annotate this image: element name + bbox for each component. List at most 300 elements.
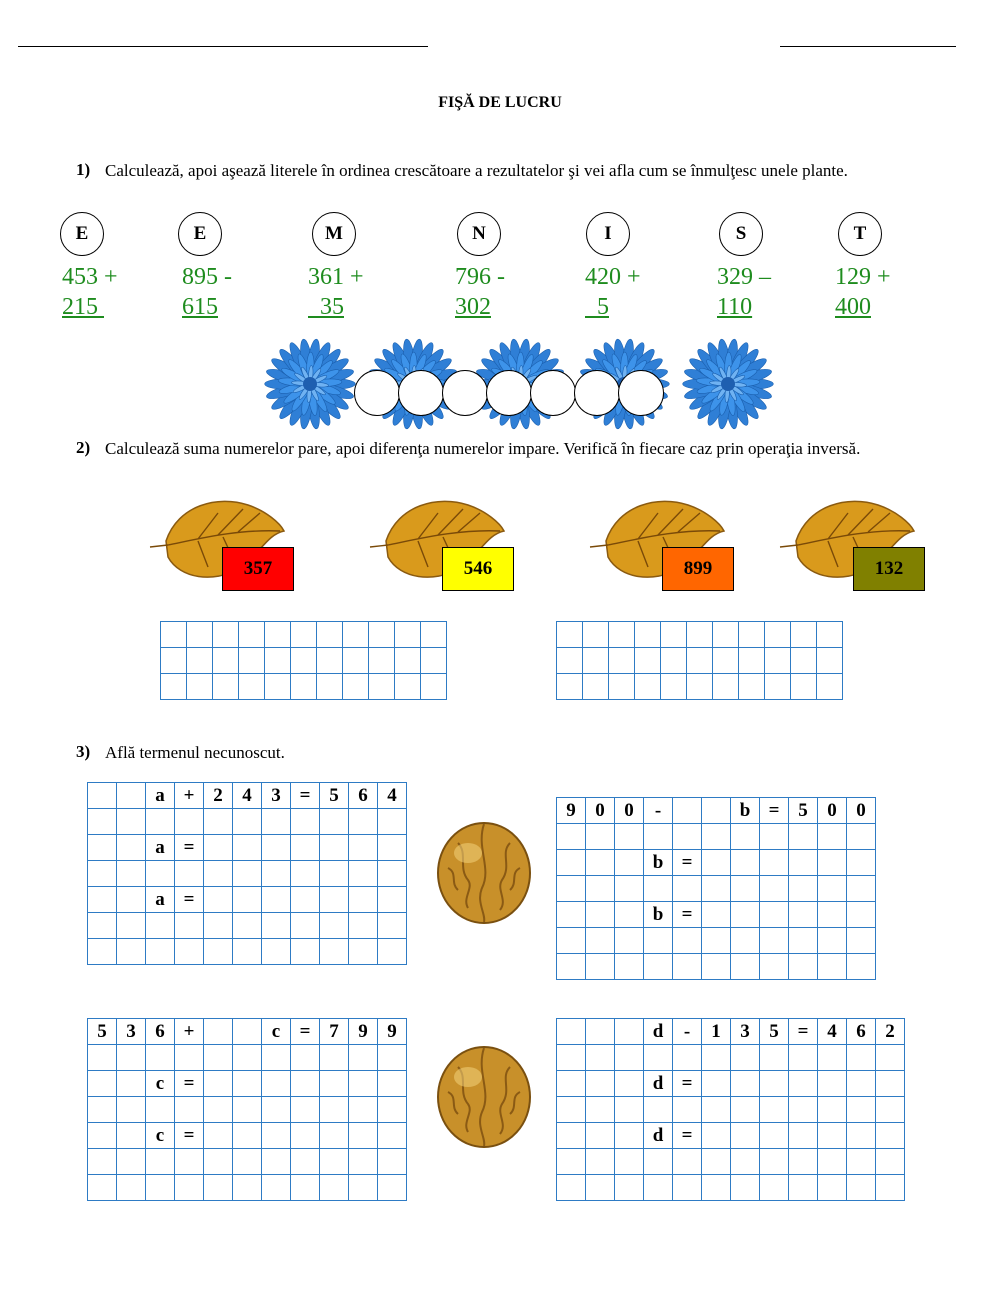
grid-cell[interactable]: [378, 887, 407, 913]
grid-cell[interactable]: [175, 1097, 204, 1123]
grid-cell[interactable]: [378, 1071, 407, 1097]
grid-cell[interactable]: =: [175, 1123, 204, 1149]
grid-cell[interactable]: d: [644, 1123, 673, 1149]
grid-cell[interactable]: [557, 1019, 586, 1045]
grid-cell[interactable]: [378, 1149, 407, 1175]
grid-cell[interactable]: [233, 913, 262, 939]
grid-cell[interactable]: [635, 622, 661, 648]
grid-cell[interactable]: [789, 1123, 818, 1149]
grid-cell[interactable]: [320, 809, 349, 835]
grid-cell[interactable]: [731, 1071, 760, 1097]
equation-c-grid[interactable]: [87, 1018, 407, 1201]
grid-cell[interactable]: [644, 1045, 673, 1071]
grid-cell[interactable]: [262, 861, 291, 887]
grid-cell[interactable]: [673, 798, 702, 824]
grid-cell[interactable]: [291, 887, 320, 913]
grid-cell[interactable]: [818, 850, 847, 876]
grid-cell[interactable]: [644, 954, 673, 980]
grid-cell[interactable]: [817, 622, 843, 648]
grid-cell[interactable]: [146, 809, 175, 835]
grid-cell[interactable]: [320, 887, 349, 913]
grid-cell[interactable]: [847, 1071, 876, 1097]
grid-cell[interactable]: [317, 648, 343, 674]
grid-cell[interactable]: =: [291, 1019, 320, 1045]
grid-cell[interactable]: [765, 622, 791, 648]
grid-cell[interactable]: 5: [88, 1019, 117, 1045]
grid-cell[interactable]: [320, 1123, 349, 1149]
grid-cell[interactable]: [262, 1123, 291, 1149]
grid-cell[interactable]: [187, 622, 213, 648]
grid-cell[interactable]: [395, 622, 421, 648]
grid-cell[interactable]: [609, 674, 635, 700]
grid-cell[interactable]: [760, 1071, 789, 1097]
grid-cell[interactable]: [586, 850, 615, 876]
grid-cell[interactable]: [343, 622, 369, 648]
grid-cell[interactable]: [146, 1045, 175, 1071]
grid-cell[interactable]: =: [291, 783, 320, 809]
grid-cell[interactable]: [818, 876, 847, 902]
grid-cell[interactable]: [233, 1019, 262, 1045]
grid-cell[interactable]: [557, 674, 583, 700]
grid-cell[interactable]: [789, 850, 818, 876]
grid-cell[interactable]: [233, 1123, 262, 1149]
grid-cell[interactable]: [818, 1175, 847, 1201]
grid-cell[interactable]: [615, 876, 644, 902]
grid-cell[interactable]: +: [175, 783, 204, 809]
grid-cell[interactable]: [369, 674, 395, 700]
answer-slot-3[interactable]: [442, 370, 488, 416]
grid-cell[interactable]: [291, 835, 320, 861]
grid-cell[interactable]: [378, 835, 407, 861]
grid-cell[interactable]: [175, 809, 204, 835]
grid-cell[interactable]: [817, 648, 843, 674]
grid-cell[interactable]: [88, 1175, 117, 1201]
grid-cell[interactable]: [117, 1045, 146, 1071]
grid-cell[interactable]: [88, 835, 117, 861]
grid-cell[interactable]: [349, 1097, 378, 1123]
grid-cell[interactable]: [378, 1123, 407, 1149]
grid-cell[interactable]: [117, 1149, 146, 1175]
grid-cell[interactable]: [349, 1045, 378, 1071]
grid-cell[interactable]: 1: [702, 1019, 731, 1045]
grid-cell[interactable]: [760, 850, 789, 876]
grid-cell[interactable]: [673, 928, 702, 954]
grid-cell[interactable]: [789, 1071, 818, 1097]
grid-cell[interactable]: [378, 1097, 407, 1123]
grid-cell[interactable]: [586, 1149, 615, 1175]
grid-cell[interactable]: [88, 1149, 117, 1175]
grid-cell[interactable]: [876, 1149, 905, 1175]
sum-work-grid[interactable]: [160, 621, 447, 700]
grid-cell[interactable]: [204, 1097, 233, 1123]
grid-cell[interactable]: [204, 887, 233, 913]
grid-cell[interactable]: [320, 835, 349, 861]
grid-cell[interactable]: =: [673, 902, 702, 928]
grid-cell[interactable]: [369, 648, 395, 674]
grid-cell[interactable]: [320, 1149, 349, 1175]
grid-cell[interactable]: 6: [847, 1019, 876, 1045]
grid-cell[interactable]: [673, 1149, 702, 1175]
grid-cell[interactable]: [702, 954, 731, 980]
grid-cell[interactable]: [876, 1071, 905, 1097]
grid-cell[interactable]: [233, 1071, 262, 1097]
grid-cell[interactable]: [789, 1097, 818, 1123]
grid-cell[interactable]: [146, 913, 175, 939]
grid-cell[interactable]: [557, 850, 586, 876]
grid-cell[interactable]: [146, 1149, 175, 1175]
grid-cell[interactable]: [320, 861, 349, 887]
grid-cell[interactable]: [615, 1097, 644, 1123]
grid-cell[interactable]: [204, 1019, 233, 1045]
grid-cell[interactable]: [320, 1097, 349, 1123]
grid-cell[interactable]: [731, 1175, 760, 1201]
answer-slot-2[interactable]: [398, 370, 444, 416]
grid-cell[interactable]: [239, 648, 265, 674]
grid-cell[interactable]: [789, 1149, 818, 1175]
grid-cell[interactable]: [789, 928, 818, 954]
grid-cell[interactable]: [760, 876, 789, 902]
grid-cell[interactable]: 0: [586, 798, 615, 824]
grid-cell[interactable]: [265, 648, 291, 674]
grid-cell[interactable]: [789, 954, 818, 980]
grid-cell[interactable]: [557, 1123, 586, 1149]
grid-cell[interactable]: [615, 1071, 644, 1097]
grid-cell[interactable]: [291, 1045, 320, 1071]
grid-cell[interactable]: [557, 876, 586, 902]
grid-cell[interactable]: a: [146, 887, 175, 913]
grid-cell[interactable]: [349, 1175, 378, 1201]
grid-cell[interactable]: [615, 928, 644, 954]
grid-cell[interactable]: [262, 1045, 291, 1071]
grid-cell[interactable]: [789, 876, 818, 902]
grid-cell[interactable]: [702, 1045, 731, 1071]
grid-cell[interactable]: [117, 835, 146, 861]
grid-cell[interactable]: [847, 850, 876, 876]
grid-cell[interactable]: [713, 622, 739, 648]
grid-cell[interactable]: [731, 902, 760, 928]
grid-cell[interactable]: [818, 954, 847, 980]
grid-cell[interactable]: [557, 902, 586, 928]
grid-cell[interactable]: [644, 1097, 673, 1123]
grid-cell[interactable]: [760, 1175, 789, 1201]
grid-cell[interactable]: [262, 835, 291, 861]
grid-cell[interactable]: [146, 939, 175, 965]
grid-cell[interactable]: [146, 861, 175, 887]
grid-cell[interactable]: [291, 809, 320, 835]
grid-cell[interactable]: [586, 1097, 615, 1123]
grid-cell[interactable]: [262, 1071, 291, 1097]
grid-cell[interactable]: [702, 798, 731, 824]
grid-cell[interactable]: =: [673, 1071, 702, 1097]
grid-cell[interactable]: [291, 648, 317, 674]
grid-cell[interactable]: [161, 648, 187, 674]
grid-cell[interactable]: =: [789, 1019, 818, 1045]
grid-cell[interactable]: [702, 1149, 731, 1175]
grid-cell[interactable]: [586, 1175, 615, 1201]
grid-cell[interactable]: [818, 1097, 847, 1123]
grid-cell[interactable]: [586, 902, 615, 928]
grid-cell[interactable]: [204, 809, 233, 835]
grid-cell[interactable]: [291, 1123, 320, 1149]
grid-cell[interactable]: [262, 1175, 291, 1201]
grid-cell[interactable]: [213, 648, 239, 674]
grid-cell[interactable]: [791, 648, 817, 674]
grid-cell[interactable]: =: [673, 1123, 702, 1149]
grid-cell[interactable]: [117, 1097, 146, 1123]
grid-cell[interactable]: [673, 824, 702, 850]
grid-cell[interactable]: [265, 622, 291, 648]
grid-cell[interactable]: [88, 809, 117, 835]
grid-cell[interactable]: [378, 1175, 407, 1201]
grid-cell[interactable]: [702, 1175, 731, 1201]
grid-cell[interactable]: 4: [233, 783, 262, 809]
grid-cell[interactable]: [635, 674, 661, 700]
grid-cell[interactable]: [731, 824, 760, 850]
grid-cell[interactable]: [847, 1123, 876, 1149]
grid-cell[interactable]: [586, 1071, 615, 1097]
grid-cell[interactable]: [731, 1097, 760, 1123]
grid-cell[interactable]: [349, 1071, 378, 1097]
grid-cell[interactable]: [161, 674, 187, 700]
grid-cell[interactable]: [88, 913, 117, 939]
grid-cell[interactable]: [233, 835, 262, 861]
grid-cell[interactable]: d: [644, 1019, 673, 1045]
grid-cell[interactable]: [847, 824, 876, 850]
grid-cell[interactable]: [117, 913, 146, 939]
grid-cell[interactable]: [673, 1045, 702, 1071]
grid-cell[interactable]: [291, 622, 317, 648]
grid-cell[interactable]: [239, 674, 265, 700]
grid-cell[interactable]: [175, 939, 204, 965]
grid-cell[interactable]: [187, 674, 213, 700]
grid-cell[interactable]: [765, 648, 791, 674]
grid-cell[interactable]: [702, 928, 731, 954]
grid-cell[interactable]: [731, 1149, 760, 1175]
grid-cell[interactable]: 9: [349, 1019, 378, 1045]
grid-cell[interactable]: d: [644, 1071, 673, 1097]
grid-cell[interactable]: [791, 622, 817, 648]
grid-cell[interactable]: [175, 1045, 204, 1071]
grid-cell[interactable]: [291, 674, 317, 700]
grid-cell[interactable]: [644, 1175, 673, 1201]
grid-cell[interactable]: [317, 674, 343, 700]
grid-cell[interactable]: [204, 939, 233, 965]
grid-cell[interactable]: [615, 1175, 644, 1201]
grid-cell[interactable]: [233, 1149, 262, 1175]
grid-cell[interactable]: [262, 887, 291, 913]
grid-cell[interactable]: [847, 1175, 876, 1201]
grid-cell[interactable]: [615, 902, 644, 928]
grid-cell[interactable]: [557, 928, 586, 954]
grid-cell[interactable]: [687, 648, 713, 674]
grid-cell[interactable]: [876, 1123, 905, 1149]
grid-cell[interactable]: [320, 1175, 349, 1201]
grid-cell[interactable]: [317, 622, 343, 648]
grid-cell[interactable]: [739, 674, 765, 700]
grid-cell[interactable]: [818, 928, 847, 954]
grid-cell[interactable]: [847, 1045, 876, 1071]
grid-cell[interactable]: 6: [146, 1019, 175, 1045]
grid-cell[interactable]: [117, 1175, 146, 1201]
grid-cell[interactable]: [847, 1149, 876, 1175]
grid-cell[interactable]: [233, 1097, 262, 1123]
grid-cell[interactable]: [876, 1097, 905, 1123]
grid-cell[interactable]: =: [175, 835, 204, 861]
grid-cell[interactable]: 4: [378, 783, 407, 809]
grid-cell[interactable]: [615, 850, 644, 876]
grid-cell[interactable]: [320, 1071, 349, 1097]
grid-cell[interactable]: [349, 939, 378, 965]
grid-cell[interactable]: [760, 1045, 789, 1071]
grid-cell[interactable]: [609, 648, 635, 674]
grid-cell[interactable]: [702, 876, 731, 902]
answer-slot-4[interactable]: [486, 370, 532, 416]
grid-cell[interactable]: +: [175, 1019, 204, 1045]
grid-cell[interactable]: [789, 902, 818, 928]
grid-cell[interactable]: [88, 1045, 117, 1071]
grid-cell[interactable]: [343, 648, 369, 674]
grid-cell[interactable]: 3: [731, 1019, 760, 1045]
equation-b-grid[interactable]: [556, 797, 876, 980]
grid-cell[interactable]: [583, 648, 609, 674]
grid-cell[interactable]: [378, 809, 407, 835]
grid-cell[interactable]: [615, 1149, 644, 1175]
grid-cell[interactable]: [702, 1071, 731, 1097]
grid-cell[interactable]: [644, 1149, 673, 1175]
grid-cell[interactable]: [760, 1149, 789, 1175]
grid-cell[interactable]: [702, 1123, 731, 1149]
grid-cell[interactable]: [378, 1045, 407, 1071]
grid-cell[interactable]: [233, 861, 262, 887]
grid-cell[interactable]: c: [262, 1019, 291, 1045]
grid-cell[interactable]: [395, 674, 421, 700]
grid-cell[interactable]: [88, 783, 117, 809]
grid-cell[interactable]: [818, 824, 847, 850]
grid-cell[interactable]: [661, 648, 687, 674]
grid-cell[interactable]: [378, 861, 407, 887]
grid-cell[interactable]: [349, 835, 378, 861]
grid-cell[interactable]: [320, 913, 349, 939]
grid-cell[interactable]: [702, 824, 731, 850]
grid-cell[interactable]: [349, 809, 378, 835]
grid-cell[interactable]: [320, 1045, 349, 1071]
equation-d-grid[interactable]: [556, 1018, 905, 1201]
grid-cell[interactable]: [789, 1045, 818, 1071]
grid-cell[interactable]: [262, 809, 291, 835]
grid-cell[interactable]: [818, 1045, 847, 1071]
grid-cell[interactable]: [760, 824, 789, 850]
grid-cell[interactable]: =: [760, 798, 789, 824]
grid-cell[interactable]: [702, 1097, 731, 1123]
answer-slot-5[interactable]: [530, 370, 576, 416]
grid-cell[interactable]: [88, 861, 117, 887]
grid-cell[interactable]: [702, 850, 731, 876]
grid-cell[interactable]: -: [644, 798, 673, 824]
grid-cell[interactable]: [847, 902, 876, 928]
grid-cell[interactable]: [687, 622, 713, 648]
grid-cell[interactable]: [673, 876, 702, 902]
grid-cell[interactable]: [615, 824, 644, 850]
grid-cell[interactable]: [731, 928, 760, 954]
grid-cell[interactable]: c: [146, 1071, 175, 1097]
grid-cell[interactable]: [233, 809, 262, 835]
grid-cell[interactable]: [175, 913, 204, 939]
grid-cell[interactable]: 5: [320, 783, 349, 809]
grid-cell[interactable]: [204, 913, 233, 939]
grid-cell[interactable]: [117, 809, 146, 835]
grid-cell[interactable]: [291, 1097, 320, 1123]
grid-cell[interactable]: [789, 1175, 818, 1201]
grid-cell[interactable]: 0: [847, 798, 876, 824]
grid-cell[interactable]: [378, 913, 407, 939]
grid-cell[interactable]: [161, 622, 187, 648]
grid-cell[interactable]: =: [175, 887, 204, 913]
grid-cell[interactable]: [731, 954, 760, 980]
grid-cell[interactable]: [702, 902, 731, 928]
grid-cell[interactable]: [146, 1097, 175, 1123]
grid-cell[interactable]: [818, 1149, 847, 1175]
grid-cell[interactable]: [586, 928, 615, 954]
grid-cell[interactable]: 0: [818, 798, 847, 824]
grid-cell[interactable]: [586, 1019, 615, 1045]
grid-cell[interactable]: [731, 1045, 760, 1071]
grid-cell[interactable]: [673, 954, 702, 980]
grid-cell[interactable]: 4: [818, 1019, 847, 1045]
equation-a-grid[interactable]: [87, 782, 407, 965]
grid-cell[interactable]: [239, 622, 265, 648]
grid-cell[interactable]: [88, 939, 117, 965]
grid-cell[interactable]: 6: [349, 783, 378, 809]
grid-cell[interactable]: [265, 674, 291, 700]
grid-cell[interactable]: [847, 928, 876, 954]
grid-cell[interactable]: [817, 674, 843, 700]
grid-cell[interactable]: [262, 1097, 291, 1123]
answer-slot-6[interactable]: [574, 370, 620, 416]
difference-work-grid[interactable]: [556, 621, 843, 700]
grid-cell[interactable]: [291, 939, 320, 965]
answer-slot-1[interactable]: [354, 370, 400, 416]
grid-cell[interactable]: [609, 622, 635, 648]
grid-cell[interactable]: [644, 824, 673, 850]
grid-cell[interactable]: [635, 648, 661, 674]
grid-cell[interactable]: [175, 1175, 204, 1201]
grid-cell[interactable]: [713, 674, 739, 700]
grid-cell[interactable]: [557, 954, 586, 980]
grid-cell[interactable]: 3: [262, 783, 291, 809]
grid-cell[interactable]: [557, 1175, 586, 1201]
grid-cell[interactable]: [615, 954, 644, 980]
grid-cell[interactable]: [378, 939, 407, 965]
grid-cell[interactable]: [586, 824, 615, 850]
grid-cell[interactable]: [349, 1123, 378, 1149]
grid-cell[interactable]: [117, 1071, 146, 1097]
grid-cell[interactable]: 9: [557, 798, 586, 824]
grid-cell[interactable]: 0: [615, 798, 644, 824]
grid-cell[interactable]: =: [175, 1071, 204, 1097]
grid-cell[interactable]: [204, 1123, 233, 1149]
grid-cell[interactable]: [320, 939, 349, 965]
grid-cell[interactable]: 3: [117, 1019, 146, 1045]
grid-cell[interactable]: 5: [760, 1019, 789, 1045]
grid-cell[interactable]: [847, 1097, 876, 1123]
grid-cell[interactable]: [88, 887, 117, 913]
grid-cell[interactable]: [789, 824, 818, 850]
grid-cell[interactable]: [291, 1149, 320, 1175]
grid-cell[interactable]: 2: [876, 1019, 905, 1045]
grid-cell[interactable]: [117, 861, 146, 887]
grid-cell[interactable]: [876, 1175, 905, 1201]
grid-cell[interactable]: [204, 1149, 233, 1175]
